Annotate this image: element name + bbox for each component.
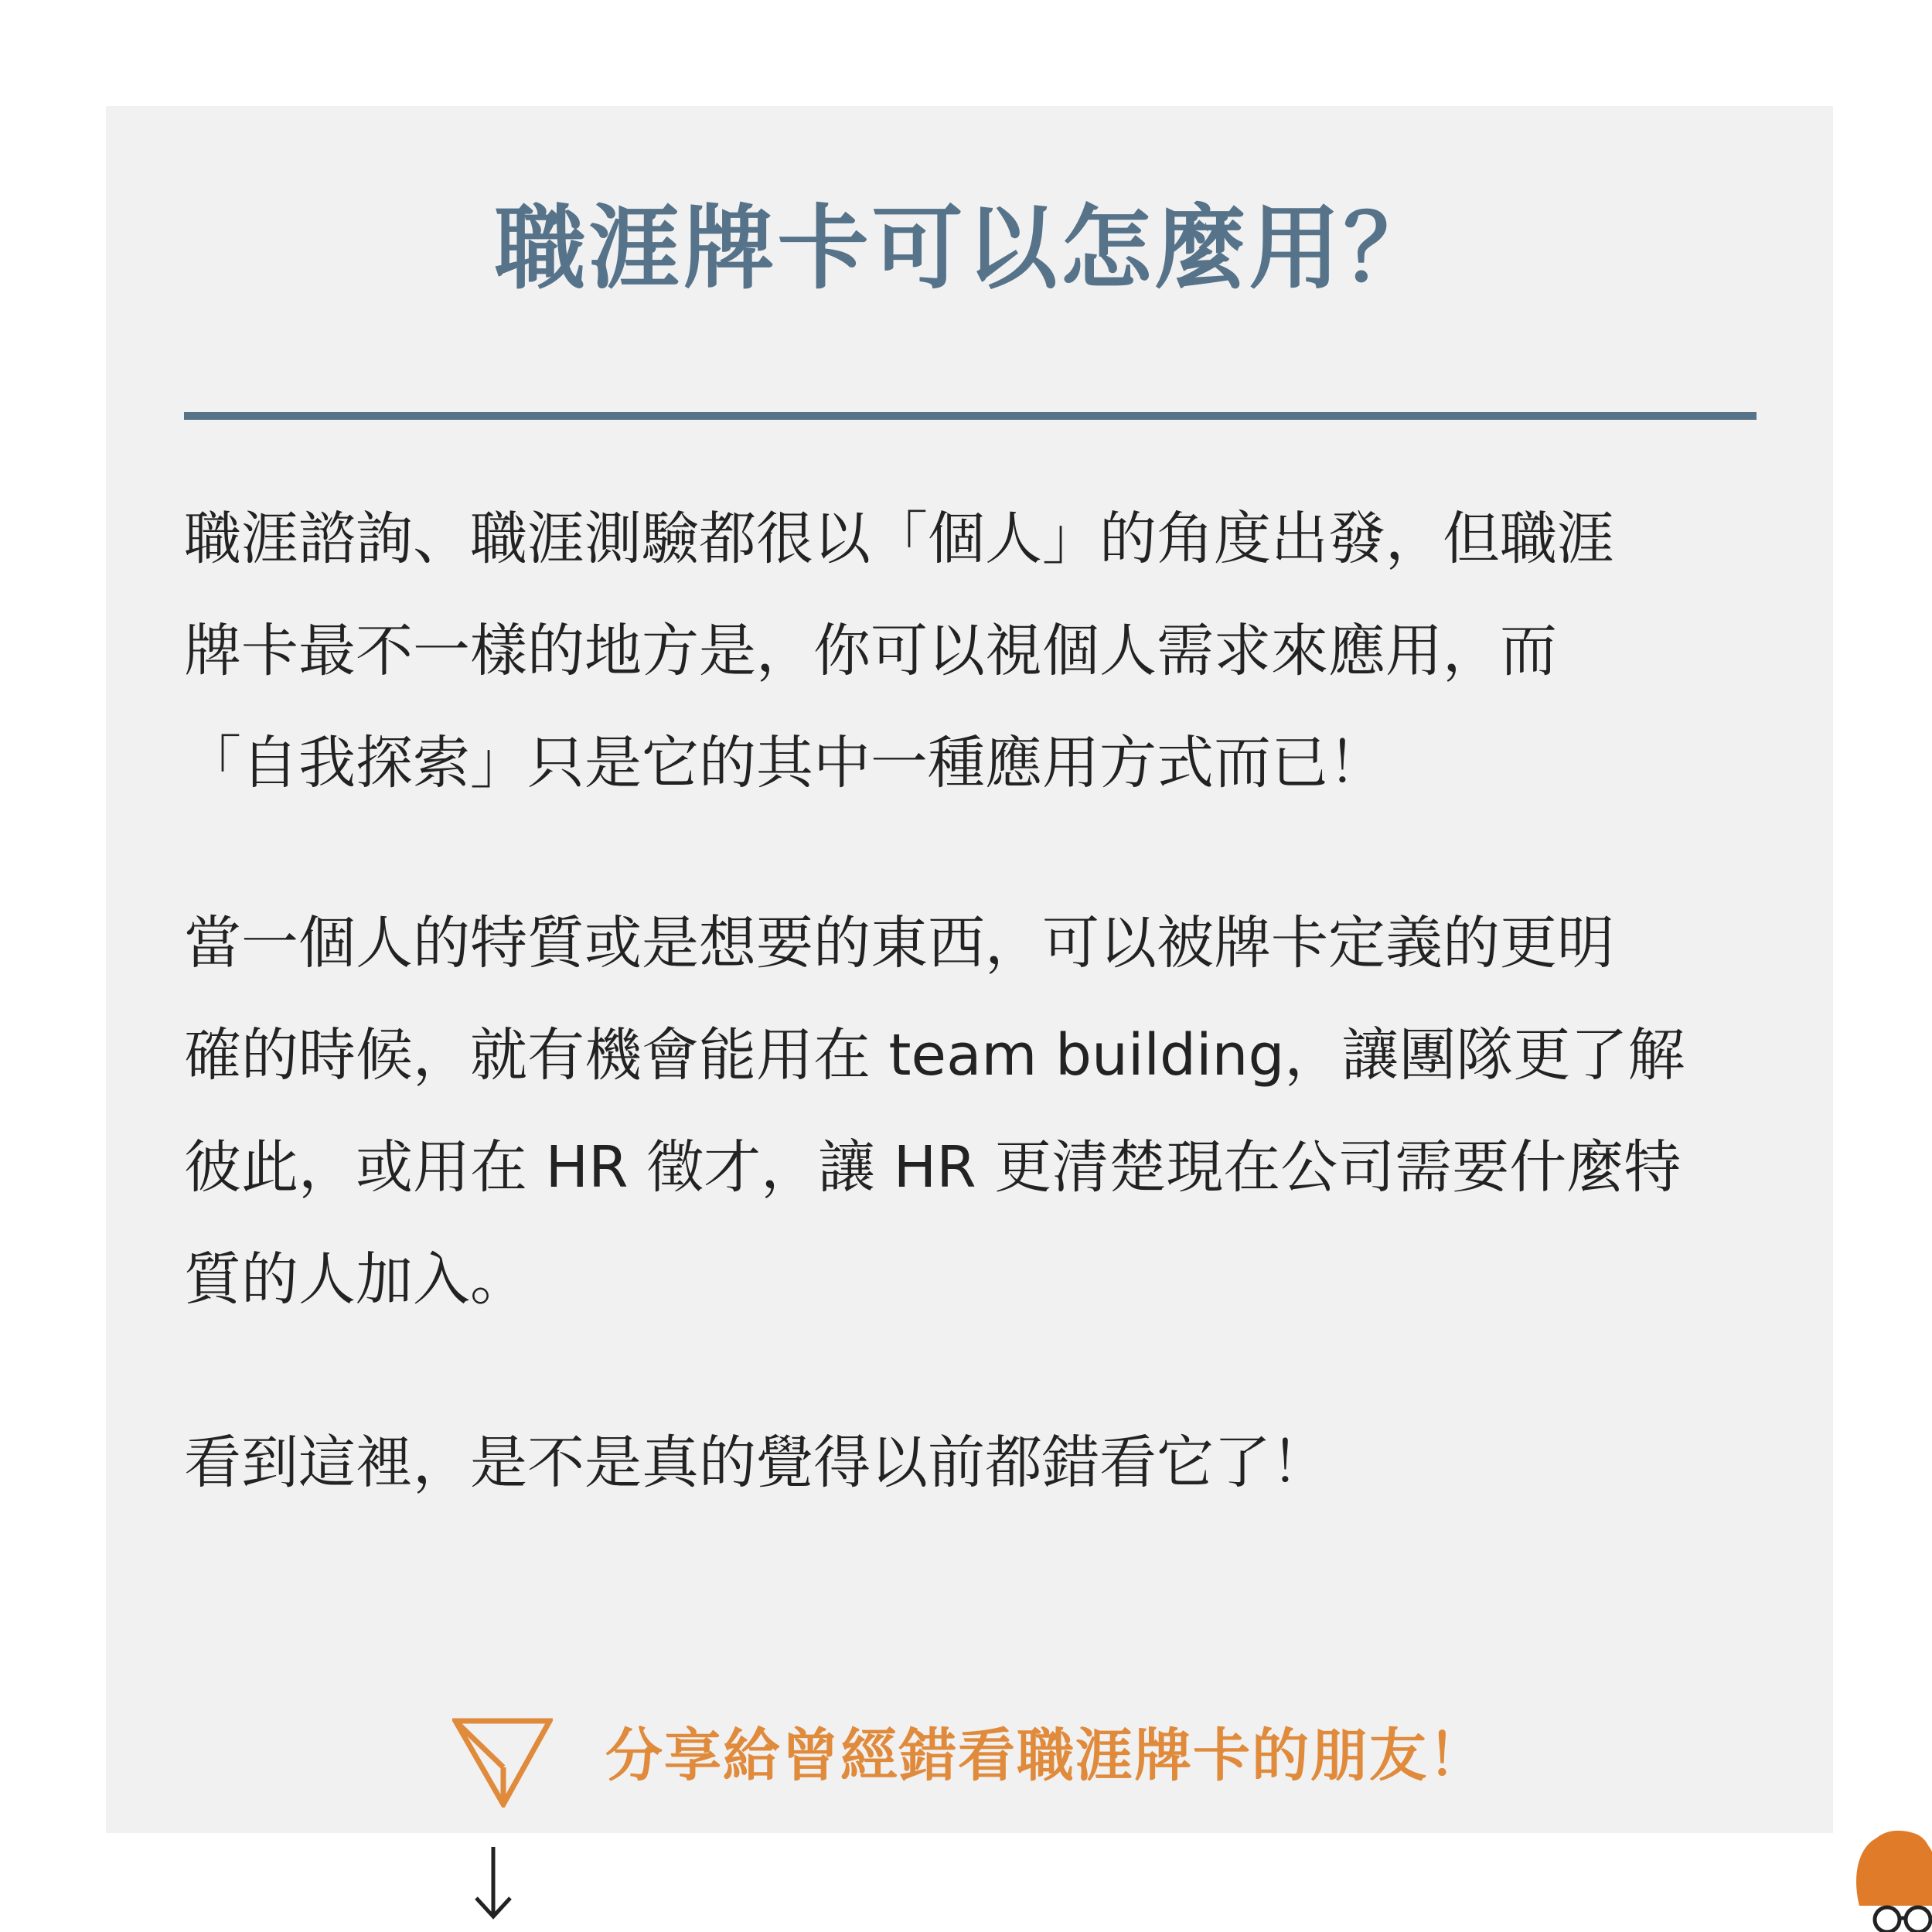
- page-title: 職涯牌卡可以怎麼用？: [494, 195, 1438, 302]
- share-call-to-action[interactable]: 分享給曾經錯看職涯牌卡的朋友！: [605, 1722, 1487, 1789]
- paragraph-line: 看到這裡，是不是真的覺得以前都錯看它了！: [184, 1429, 1328, 1496]
- paragraph-line: 職涯諮詢、職涯測驗都很以「個人」的角度出發，但職涯: [184, 506, 1614, 572]
- title-divider: [184, 412, 1757, 420]
- paragraph-line: 彼此，或用在 HR 徵才，讓 HR 更清楚現在公司需要什麼特: [184, 1134, 1682, 1201]
- paragraph-line: 「自我探索」只是它的其中一種應用方式而已！: [184, 730, 1385, 796]
- paragraph-line: 當一個人的特質或是想要的東西，可以被牌卡定義的更明: [184, 910, 1614, 976]
- paper-plane-icon[interactable]: [452, 1715, 553, 1808]
- paragraph-line: 確的時候，就有機會能用在 team building，讓團隊更了解: [184, 1022, 1685, 1089]
- paragraph-line: 質的人加入。: [184, 1246, 527, 1313]
- paragraph-usage: [184, 888, 1808, 1336]
- avatar-logo: [1736, 1759, 1932, 1932]
- paragraph-line: 牌卡最不一樣的地方是，你可以視個人需求來應用，而: [184, 618, 1557, 684]
- paragraph-intro: [184, 483, 1808, 819]
- arrow-down-icon: [470, 1844, 516, 1921]
- paragraph-conclusion: [184, 1407, 1808, 1519]
